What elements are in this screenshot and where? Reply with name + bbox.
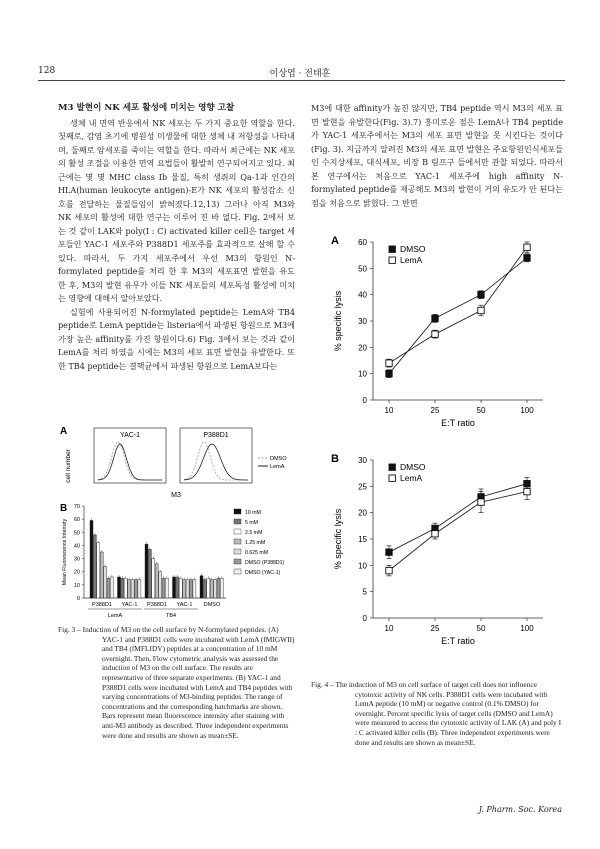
bar [131, 580, 134, 598]
y-tick-label: 15 [358, 535, 367, 544]
x-tick-label: 100 [520, 624, 534, 633]
y-tick-label: 40 [358, 290, 367, 300]
bar [93, 535, 96, 598]
legend-label: 0.625 mM [245, 550, 269, 556]
x-tick-label: 50 [476, 624, 486, 633]
bar [128, 580, 131, 598]
bar-category-label: YAC-1 [176, 602, 193, 608]
bar [155, 564, 158, 598]
bar-ylabel: Mean Fluorescence Intensity [62, 518, 68, 586]
y-tick-label: 20 [358, 343, 367, 353]
x-tick-label: 25 [430, 406, 440, 415]
data-point [386, 549, 392, 555]
bar-category-label: P388D1 [92, 602, 112, 608]
y-tick-label: 5 [362, 587, 367, 597]
panel-label: A [331, 235, 339, 247]
bar [97, 543, 100, 598]
bar-category-label: P388D1 [147, 602, 167, 608]
histogram-title: P388D1 [203, 432, 229, 439]
bar [110, 577, 113, 598]
y-tick-label: 30 [358, 456, 367, 465]
legend-label: 10 mM [245, 510, 261, 516]
legend-label: DMSO (YAC-1) [245, 570, 281, 576]
bar [107, 578, 110, 598]
histogram-lema-curve [98, 444, 162, 480]
right-column [311, 102, 563, 210]
y-tick-label: 0 [362, 396, 367, 405]
histogram-xlabel: M3 [171, 492, 181, 499]
fig3-caption [58, 625, 295, 740]
data-point [478, 291, 484, 297]
bar [220, 578, 223, 598]
bar [100, 552, 103, 598]
bar-y-tick-label: 50 [73, 530, 80, 537]
bar [148, 549, 151, 598]
legend-marker [389, 464, 395, 470]
bar-y-tick-label: 70 [73, 504, 80, 510]
x-tick-label: 25 [430, 624, 440, 633]
x-axis-label: E:T ratio [441, 418, 475, 428]
legend-label: 1.25 mM [245, 540, 266, 546]
journal-name: J. Pharm. Soc. Korea [478, 805, 562, 814]
x-tick-label: 50 [476, 406, 486, 415]
legend-marker [389, 246, 395, 252]
y-tick-label: 50 [358, 264, 367, 274]
y-tick-label: 25 [358, 482, 367, 492]
bar [135, 580, 138, 598]
data-point [386, 567, 392, 573]
x-tick-label: 10 [384, 624, 394, 633]
bar [90, 520, 93, 598]
figure-4b [325, 450, 550, 660]
legend-swatch [234, 549, 241, 554]
bar [210, 580, 213, 598]
fig4-caption-text: Fig. 4 – The induction of M3 on cell surface of target cell does not influence cytotoxic activity of NK cells. P388D1 cells were incubated with LemA peptide (10 mM) or negative control (0.1% DMSO) for overnight. Percent specific lysis of target cells (DMSO and LemA) were measured to access the cytotoxic activity of LAK (A) and poly I : C activated killer cells (B). Three independent experiments were done and results are shown as mean±SE. [311, 680, 562, 747]
bar [152, 559, 155, 598]
legend-label: 2.5 mM [245, 530, 263, 536]
y-axis-label: % specific lysis [333, 508, 343, 570]
data-point [432, 331, 438, 337]
bar [207, 578, 210, 598]
data-point [478, 307, 484, 313]
bar [203, 580, 206, 598]
bar-y-tick-label: 40 [73, 543, 80, 550]
legend-label-lema: LemA [270, 464, 285, 470]
x-axis-label: E:T ratio [441, 636, 475, 646]
bar [183, 580, 186, 598]
legend-label: LemA [400, 255, 423, 265]
data-point [432, 315, 438, 321]
bar-y-tick-label: 60 [73, 517, 80, 524]
bar [190, 580, 193, 598]
paragraph: M3에 대한 affinity가 높진 않지만, TB4 peptide 역시 M3의 세포 표면 발현을 유발한다(Fig. 3).7) 흥미로운 점은 LemA나 TB4 peptide가 YAC-1 세포주에서는 M3의 세포 표면 발현을 못 시킨다는 것이다(Fig. 3). 지금까지 알려진 M3의 세포 표면 발현은 주요항원인식세포들인 수지상세포, 대식세포, 비장 B 림프구 들에서만 관찰 되었다. 따라서 본 연구에서는 처음으로 YAC-1 세포주에 high affinity N-formylated peptide를 제공해도 M3의 발현이 거의 유도가 안 된다는 점을 처음으로 밝혔다. 그 반면 [311, 103, 563, 208]
legend-swatch [234, 519, 241, 524]
bar [104, 566, 107, 598]
y-tick-label: 20 [358, 508, 367, 518]
fig3-caption-text: Fig. 3 – Induction of M3 on the cell surface by N-formylated peptides. (A) YAC-1 and P388D1 cells were incubated with LemA (fMIGWII) and TB4 (fMFLIDV) peptides at a concentration of 10 mM overnight. Then, Flow cytometric analysis was assessed the induction of M3 on the cell surface. The results are representative of three separate experiments. (B) YAC-1 and P388D1 cells were incubated with LemA and TB4 peptides with varying concentrations of M3-binding peptides. The range of concentrations and the corresponding hatchmarks are shown. Bars represent mean fluorescence intensity after staining with anti-M3 antibody as described. Three independent experiments were done and results are shown as mean±SE. [58, 625, 295, 740]
y-tick-label: 0 [362, 614, 367, 623]
bar [159, 572, 162, 598]
bar [214, 580, 217, 598]
bar [145, 544, 148, 598]
bar [162, 578, 165, 598]
bar-category-label: DMSO [203, 602, 221, 608]
legend-swatch [234, 569, 241, 574]
bar [121, 578, 124, 598]
histogram-lema-curve [184, 444, 248, 480]
data-point [478, 499, 484, 505]
figure-4a [325, 232, 550, 442]
bar [176, 577, 179, 598]
panel-label-b: B [60, 503, 68, 514]
bar-y-tick-label: 10 [73, 582, 80, 589]
x-tick-label: 10 [384, 406, 394, 415]
legend-swatch [234, 529, 241, 534]
running-header: 이상엽 · 전태훈 [269, 69, 331, 79]
legend-marker [389, 475, 395, 481]
legend-label: DMSO [400, 462, 426, 472]
y-tick-label: 60 [358, 238, 367, 247]
data-point [524, 255, 530, 261]
legend-label: LemA [400, 473, 423, 483]
group-label: LemA [107, 613, 123, 619]
y-tick-label: 30 [358, 317, 367, 326]
left-column [58, 102, 295, 373]
figure-3 [56, 420, 296, 620]
bar-y-tick-label: 20 [73, 569, 80, 576]
bar [165, 578, 168, 598]
legend-label: DMSO (P388D1) [245, 560, 285, 566]
data-point [432, 531, 438, 537]
legend-label-dmso: DMSO [270, 456, 287, 462]
y-axis-label: % specific lysis [333, 290, 343, 352]
y-tick-label: 10 [358, 561, 367, 571]
data-point [524, 244, 530, 250]
histogram-panel [65, 428, 287, 499]
legend-label: 5 mM [245, 520, 258, 526]
data-point [524, 488, 530, 494]
bar [186, 580, 189, 598]
page-number: 128 [38, 66, 56, 76]
panel-label: B [331, 453, 339, 465]
bar [173, 577, 176, 598]
data-point [386, 360, 392, 366]
section-heading: M3 발현이 NK 세포 활성에 미치는 영향 고찰 [58, 103, 235, 113]
bar-y-tick-label: 0 [76, 596, 80, 602]
legend-swatch [234, 509, 241, 514]
bar [193, 580, 196, 598]
bar-panel [62, 504, 284, 619]
bar [118, 577, 121, 598]
bar [200, 576, 203, 598]
data-point [386, 370, 392, 376]
bar [217, 578, 220, 598]
series-line [389, 492, 527, 571]
legend-swatch [234, 559, 241, 564]
bar-y-tick-label: 30 [73, 556, 80, 563]
histogram-title: YAC-1 [119, 432, 141, 439]
bar [138, 580, 141, 598]
legend-label: DMSO [400, 244, 426, 254]
paragraph: 생체 내 면역 반응에서 NK 세포는 두 가지 중요한 역할을 한다. 첫째로, 감염 초기에 병원성 미생물에 대한 생체 내 저항성을 나타내며, 둘째로 암세포를 죽이는 역할을 한다. 따라서 최근에는 NK 세포의 활성 조절을 이용한 면역 요법들이 활발히 연구되어지고 있다. 최근에는 몇 몇 MHC class Ib 물질, 특히 생쥐의 Qa-1과 인간의 HLA(human leukocyte antigen)-E가 NK 세포의 활성감소 신호를 전달하는 물질들임이 밝혀졌다.12,13) 그러나 아직 M3와 NK 세포의 활성에 대한 연구는 이루어 진 바 없다. Fig. 2에서 보는 것 같이 LAK와 poly(I : C) activated killer cell은 target 세포들인 YAC-1 세포주와 P388D1 세포주를 효과적으로 살해 할 수 있다. 따라서, 두 가지 세포주에서 우선 M3의 항원인 N-formylated peptide를 처리 한 후 M3의 세포표면 발현을 유도 한 후, M3의 발현 유무가 이들 NK 세포들의 세포독성 활성에 미치는 영향에 대해서 알아보았다. [58, 117, 295, 303]
panel-label-a: A [60, 426, 68, 437]
x-tick-label: 100 [520, 406, 534, 415]
y-tick-label: 10 [358, 369, 367, 379]
bar [124, 578, 127, 598]
histogram-ylabel: cell number [65, 449, 72, 483]
bar [179, 578, 182, 598]
legend-marker [389, 257, 395, 263]
group-label: TB4 [165, 613, 177, 619]
legend-swatch [234, 539, 241, 544]
bar-category-label: YAC-1 [121, 602, 138, 608]
fig4-caption [311, 680, 563, 747]
paragraph: 실험에 사용되어진 N-formylated peptide는 LemA와 TB4 peptide로 LemA peptide는 listeria에서 파생된 항원으로 M3에 가장 높은 affinity를 가진 항원이다.6) Fig. 3에서 보는 것과 같이 LemA를 처리 하였을 시에는 M3의 세포 표면 발현을 유발한다. 또한 TB4 peptide는 결핵균에서 파생된 항원으로 LemA보다는 [58, 306, 295, 371]
header-rule [38, 80, 565, 81]
